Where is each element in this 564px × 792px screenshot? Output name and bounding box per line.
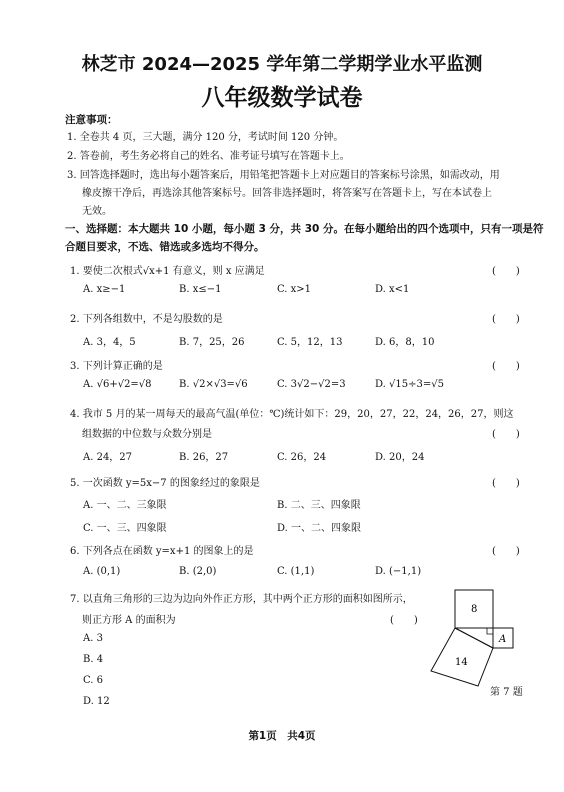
notice-title: 注意事项： bbox=[65, 114, 118, 126]
question-stem: 5. 一次函数 y=5x−7 的图象经过的象限是 bbox=[70, 478, 260, 489]
option-b: B. 4 bbox=[83, 654, 104, 665]
notice-item: 1. 全卷共 4 页，三大题，满分 120 分，考试时间 120 分钟。 bbox=[67, 132, 344, 143]
option-c: C. 6 bbox=[83, 675, 104, 686]
notice-item: 无效。 bbox=[82, 206, 112, 217]
option-c: C. 26，24 bbox=[277, 452, 327, 463]
option-d: D. 12 bbox=[83, 696, 110, 707]
option-a: A. 3 bbox=[83, 633, 103, 644]
question-stem: 7. 以直角三角形的三边为边向外作正方形，其中两个正方形的面积如图所示， bbox=[70, 594, 413, 605]
label-bottom: 14 bbox=[455, 657, 468, 668]
answer-paren: ( ) bbox=[492, 478, 520, 489]
option-a: A. x≥−1 bbox=[83, 284, 126, 295]
label-top: 8 bbox=[471, 604, 478, 615]
option-b: B. 26，27 bbox=[179, 452, 229, 463]
notice-item: 3. 回答选择题时，选出每小题答案后，用铅笔把答题卡上对应题目的答案标号涂黑，如需改动，用 bbox=[67, 170, 500, 181]
option-c: C. x>1 bbox=[277, 284, 312, 295]
question-stem: 1. 要使二次根式√x+1 有意义，则 x 应满足 bbox=[70, 266, 265, 277]
option-b: B. √2×√3=√6 bbox=[179, 379, 248, 390]
option-c: C. (1,1) bbox=[277, 566, 315, 577]
question-stem: 2. 下列各组数中，不是勾股数的是 bbox=[70, 314, 223, 325]
notice-item: 2. 答卷前，考生务必将自己的姓名、准考证号填写在答题卡上。 bbox=[67, 151, 350, 162]
option-a: A. √6+√2=√8 bbox=[83, 379, 152, 390]
question-stem: 4. 我市 5 月的某一周每天的最高气温(单位：℃)统计如下：29，20，27，22，24，26，27，则这 bbox=[70, 409, 514, 420]
option-d: D. √15÷3=√5 bbox=[375, 379, 444, 390]
question7-figure bbox=[420, 585, 530, 695]
answer-paren: ( ) bbox=[492, 361, 520, 372]
option-a: A. 3，4，5 bbox=[83, 337, 136, 348]
option-d: D. (−1,1) bbox=[375, 566, 422, 577]
right-angle-mark bbox=[487, 628, 493, 634]
answer-paren: ( ) bbox=[492, 314, 520, 325]
answer-paren: ( ) bbox=[492, 266, 520, 277]
question-stem-cont: 则正方形 A 的面积为 bbox=[82, 615, 176, 626]
option-b: B. x≤−1 bbox=[179, 284, 222, 295]
answer-paren: ( ) bbox=[390, 615, 418, 626]
option-c: C. 3√2−√2=3 bbox=[277, 379, 346, 390]
question-stem: 3. 下列计算正确的是 bbox=[70, 361, 163, 372]
section-instructions: 一、选择题：本大题共 10 小题，每小题 3 分，共 30 分。在每小题给出的四个选项中，只有一项是符 bbox=[65, 223, 544, 235]
page-footer: 第1页 共4页 bbox=[248, 730, 316, 742]
option-d: D. 6，8，10 bbox=[375, 337, 435, 348]
option-d: D. x<1 bbox=[375, 284, 410, 295]
answer-paren: ( ) bbox=[492, 546, 520, 557]
exam-title-line2: 八年级数学试卷 bbox=[201, 85, 363, 111]
section-instructions: 合题目要求，不选、错选或多选均不得分。 bbox=[65, 241, 265, 253]
answer-paren: ( ) bbox=[492, 429, 520, 440]
option-d: D. 一、二、四象限 bbox=[277, 523, 362, 534]
option-a: A. 一、二、三象限 bbox=[83, 500, 167, 511]
option-c: C. 5，12，13 bbox=[277, 337, 343, 348]
question-stem-cont: 组数据的中位数与众数分别是 bbox=[82, 429, 212, 440]
option-b: B. (2,0) bbox=[179, 566, 217, 577]
notice-item: 橡皮擦干净后，再选涂其他答案标号。回答非选择题时，将答案写在答题卡上，写在本试卷上 bbox=[82, 188, 492, 199]
label-a: A bbox=[499, 634, 507, 645]
figure-caption: 第 7 题 bbox=[490, 687, 523, 698]
option-c: C. 一、三、四象限 bbox=[83, 523, 167, 534]
option-d: D. 20，24 bbox=[375, 452, 425, 463]
option-b: B. 7，25，26 bbox=[179, 337, 245, 348]
option-b: B. 二、三、四象限 bbox=[277, 500, 361, 511]
option-a: A. (0,1) bbox=[83, 566, 121, 577]
exam-title-line1: 林芝市 2024—2025 学年第二学期学业水平监测 bbox=[81, 54, 483, 75]
question-stem: 6. 下列各点在函数 y=x+1 的图象上的是 bbox=[70, 546, 254, 557]
option-a: A. 24，27 bbox=[83, 452, 133, 463]
